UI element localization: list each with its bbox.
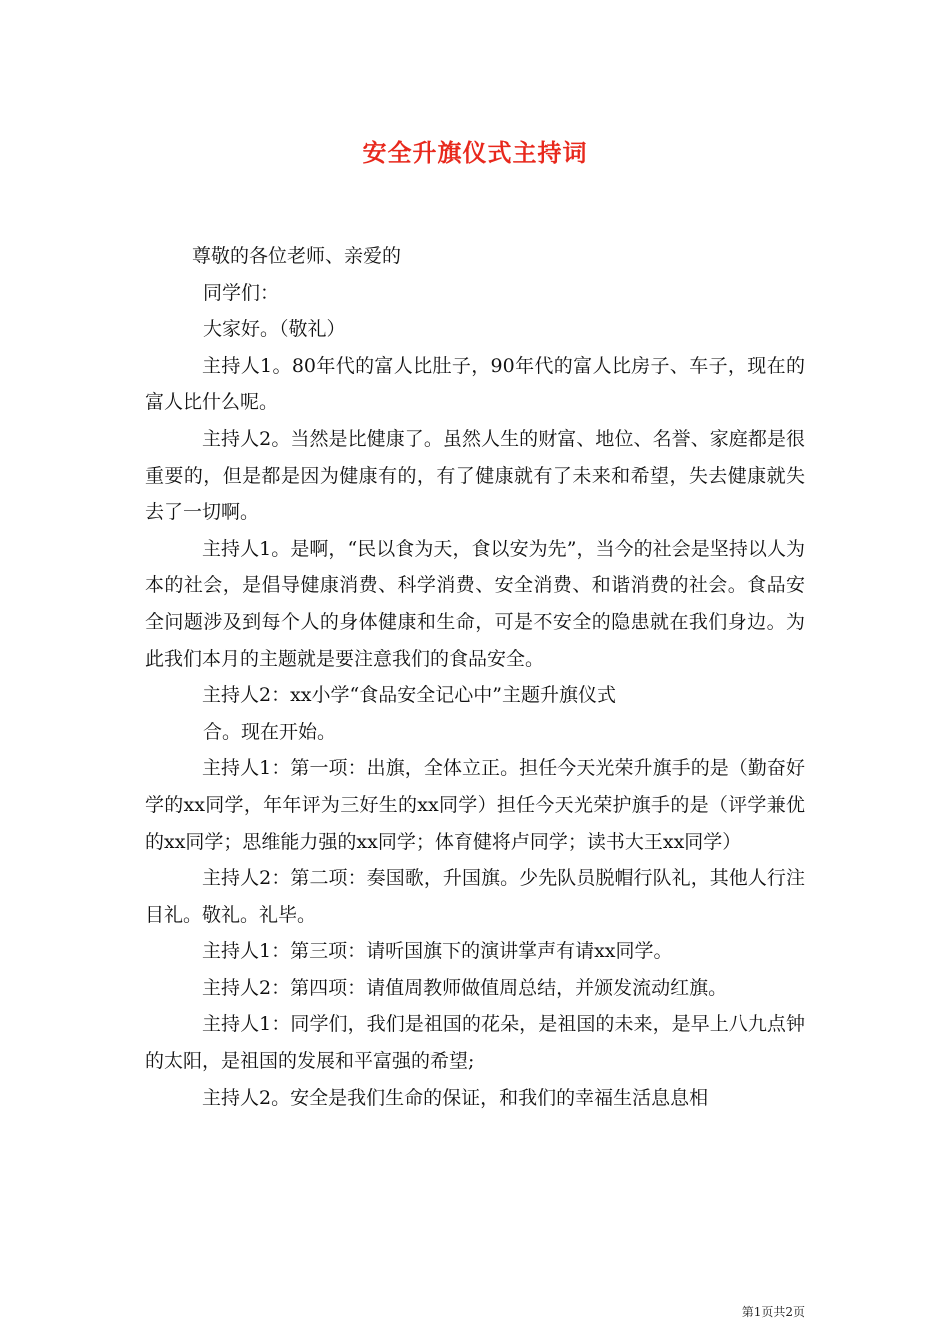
- paragraph: 主持人2。安全是我们生命的保证，和我们的幸福生活息息相: [202, 1086, 709, 1109]
- paragraph: 主持人1。80年代的富人比肚子，90年代的富人比房子、车子，现在的富人比什么呢。: [145, 354, 805, 414]
- paragraph: 主持人2：xx小学“食品安全记心中”主题升旗仪式: [202, 684, 616, 707]
- paragraph: 主持人1：同学们，我们是祖国的花朵，是祖国的未来，是早上八九点钟的太阳，是祖国的发展和平富强的希望;: [145, 1013, 805, 1073]
- greeting: 大家好。（敬礼）: [203, 318, 346, 341]
- paragraph: 主持人2：第四项：请值周教师做值周总结，并颁发流动红旗。: [202, 976, 728, 999]
- document-body: [145, 238, 805, 1116]
- page-number: 第1页共2页: [741, 1305, 805, 1319]
- paragraph-continuation: 合。现在开始。: [203, 720, 337, 743]
- paragraph: 主持人1。是啊，“民以食为天，食以安为先”，当今的社会是坚持以人为本的社会，是倡导健康消费、科学消费、安全消费、和谐消费的社会。食品安全问题涉及到每个人的身体健康和生命，可是不安全的隐患就在我们身边。为此我们本月的主题就是要注意我们的食品安全。: [145, 537, 805, 670]
- paragraph: 主持人2。当然是比健康了。虽然人生的财富、地位、名誉、家庭都是很重要的，但是都是因为健康有的，有了健康就有了未来和希望，失去健康就失去了一切啊。: [145, 427, 805, 524]
- document-title: 安全升旗仪式主持词: [362, 138, 588, 167]
- paragraph: 主持人1：第一项：出旗，全体立正。担任今天光荣升旗手的是（勤奋好学的xx同学，年年评为三好生的xx同学）担任今天光荣护旗手的是（评学兼优的xx同学；思维能力强的xx同学；体育健将卢同学；读书大王xx同学）: [145, 757, 805, 853]
- salutation-line-1: 尊敬的各位老师、亲爱的: [192, 245, 402, 267]
- paragraph: 主持人1：第三项：请听国旗下的演讲掌声有请xx同学。: [202, 940, 673, 963]
- salutation-line-2: 同学们：: [203, 281, 280, 304]
- paragraph: 主持人2：第二项：奏国歌，升国旗。少先队员脱帽行队礼，其他人行注目礼。敬礼。礼毕。: [145, 867, 805, 926]
